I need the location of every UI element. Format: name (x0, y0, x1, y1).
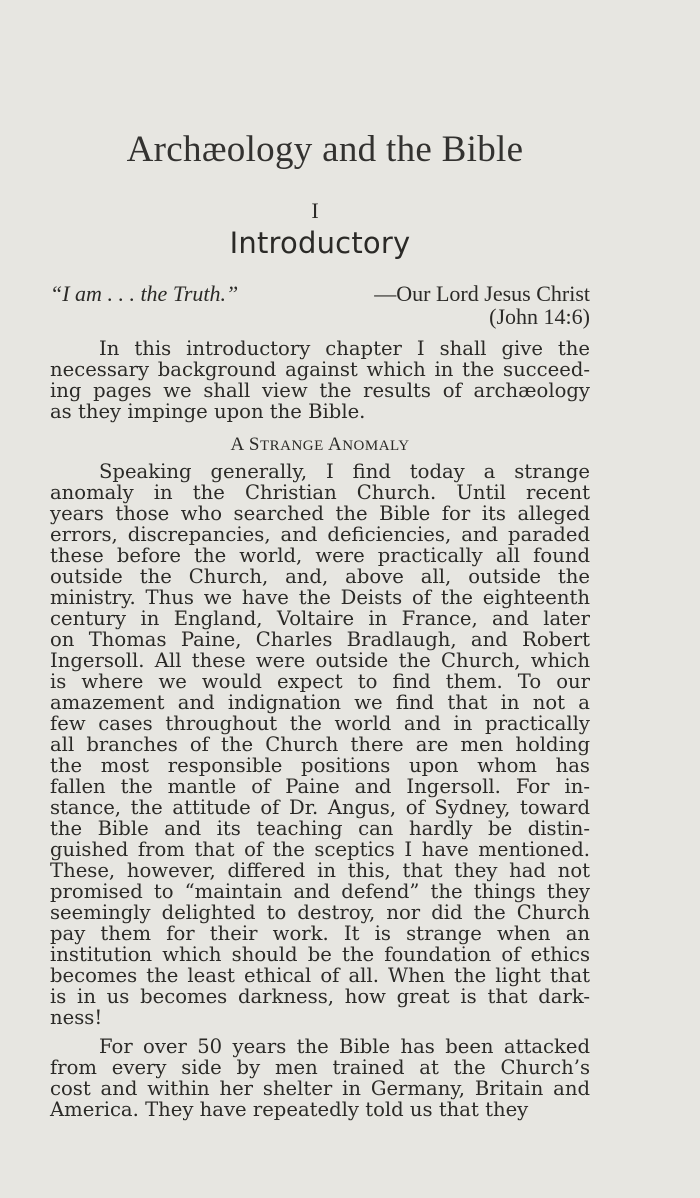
text-line: all branches of the Church there are men holding (50, 733, 590, 756)
text-line: is in us becomes darkness, how great is that dark- (50, 985, 590, 1008)
text-line: pay them for their work. It is strange when an (50, 922, 590, 945)
text-line: Speaking generally, I find today a strange (99, 460, 590, 483)
text-line: seemingly delighted to destroy, nor did the Church (50, 901, 590, 924)
text-line: years those who searched the Bible for its alleged (50, 502, 590, 525)
text-line: ness! (50, 1006, 103, 1029)
text-line: America. They have repeatedly told us that they (50, 1098, 529, 1121)
text-line: on Thomas Paine, Charles Bradlaugh, and Robert (50, 628, 590, 651)
text-line: anomaly in the Christian Church. Until recent (50, 481, 590, 504)
text-line: These, however, differed in this, that they had not (50, 859, 590, 882)
text-line: necessary background against which in the succeed- (50, 358, 590, 381)
book-title: Archæology and the Bible (126, 129, 524, 170)
chapter-number: I (311, 198, 319, 223)
text-line: Ingersoll. All these were outside the Church, which (50, 649, 590, 672)
text-line: guished from that of the sceptics I have mentioned. (50, 838, 590, 861)
text-line: In this introductory chapter I shall give the (99, 337, 590, 360)
text-line: as they impinge upon the Bible. (50, 400, 366, 423)
body-paragraph-1 (50, 461, 590, 1028)
chapter-title: Introductory (229, 226, 411, 260)
text-line: is where we would expect to find them. To our (50, 670, 590, 693)
intro-paragraph (50, 338, 590, 422)
text-line: becomes the least ethical of all. When the light that (50, 964, 590, 987)
text-line: ministry. Thus we have the Deists of the eighteenth (50, 586, 590, 609)
text-line: For over 50 years the Bible has been attacked (99, 1035, 590, 1058)
text-line: the most responsible positions upon whom has (50, 754, 590, 777)
text-line: the Bible and its teaching can hardly be distin- (50, 817, 590, 840)
text-line: stance, the attitude of Dr. Angus, of Sydney, toward (50, 796, 590, 819)
text-line: errors, discrepancies, and deficiencies, and paraded (50, 523, 590, 546)
text-line: institution which should be the foundation of ethics (50, 943, 590, 966)
text-line: amazement and indignation we find that in not a (50, 691, 590, 714)
epigraph-attribution: —Our Lord Jesus Christ (374, 281, 590, 306)
text-line: promised to “maintain and defend” the things they (50, 880, 590, 903)
epigraph (50, 282, 590, 328)
text-line: century in England, Voltaire in France, and later (50, 607, 590, 630)
epigraph-quote: “I am . . . the Truth.” (50, 281, 239, 306)
text-line: cost and within her shelter in Germany, Britain and (50, 1077, 590, 1100)
text-line: outside the Church, and, above all, outside the (50, 565, 590, 588)
text-line: from every side by men trained at the Church’s (50, 1056, 590, 1079)
text-line: these before the world, were practically all found (50, 544, 590, 567)
epigraph-reference: (John 14:6) (489, 304, 590, 329)
text-line: ing pages we shall view the results of archæology (50, 379, 590, 402)
section-heading: A STRANGE ANOMALY (230, 434, 410, 455)
text-line: fallen the mantle of Paine and Ingersoll. For in- (50, 775, 590, 798)
text-line: few cases throughout the world and in practically (50, 712, 590, 735)
body-paragraph-2 (50, 1036, 590, 1120)
